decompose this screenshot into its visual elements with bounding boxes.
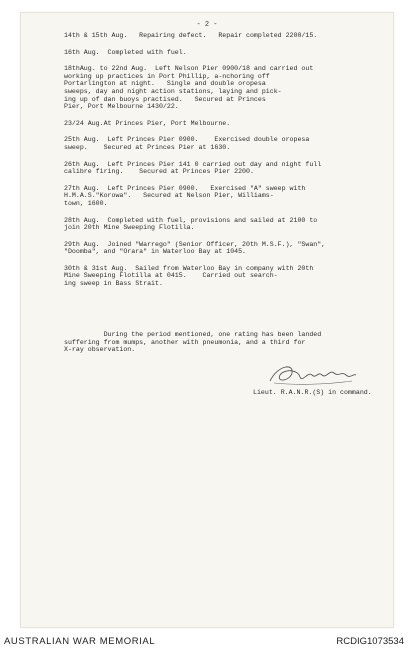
log-entry-line: sweep. Secured at Princes Pier at 1630. [64, 143, 231, 151]
log-entry-line: 27th Aug. Left Princes Pier 0900. Exercised "A" sweep with [64, 184, 306, 192]
log-entry [64, 185, 394, 208]
log-entry-line: "Doomba", and "Orara" in Waterloo Bay at 1045. [64, 248, 247, 256]
footer-institution: AUSTRALIAN WAR MEMORIAL [4, 636, 156, 647]
log-entry-line: 26th Aug. Left Princes Pier 141 0 carried out day and night full [64, 160, 322, 168]
log-entry-line: 28th Aug. Completed with fuel, provisions and sailed at 2100 to [64, 216, 318, 224]
log-entry-line: 14th & 15th Aug. Repairing defect. Repair completed 2200/15. [64, 32, 318, 39]
log-entry-line: 25th Aug. Left Princes Pier 0900. Exercised double oropesa [64, 136, 310, 144]
log-entry [64, 120, 394, 128]
log-entry [64, 265, 394, 288]
signature-caption: Lieut. R.A.N.R.(S) in command. [253, 389, 372, 396]
log-entry-line: 18thAug. to 22nd Aug. Left Nelson Pier 0900/18 and carried out [64, 65, 314, 73]
log-entry-line: 16th Aug. Completed with fuel. [64, 48, 187, 56]
log-entry-line: 23/24 Aug.At Princes Pier, Port Melbourne. [64, 119, 231, 127]
document-page [20, 12, 394, 628]
closing-line: During the period mentioned, one rating has been landed [64, 331, 322, 338]
log-entry-line: H.M.A.S."Korowa". Secured at Nelson Pier, Williams- [64, 192, 274, 200]
log-entry-line: calibre firing. Secured at Princes Pier 2200. [64, 168, 254, 176]
log-entry [64, 49, 394, 57]
log-entry-line: working up practices in Port Phillip, a-nchoring off [64, 72, 270, 80]
log-entry [64, 136, 394, 151]
log-entry [64, 241, 394, 256]
handwritten-signature [264, 361, 360, 389]
log-entries [64, 32, 394, 297]
page-number: - 2 - [196, 21, 218, 29]
closing-line: X-ray observation. [64, 346, 136, 354]
log-entry-line: Mine Sweeping Flotilla at 0415. Carried out search- [64, 272, 278, 280]
closing-line: suffering from mumps, another with pneumonia, and a third for [64, 338, 306, 346]
log-entry-line: 29th Aug. Joined "Warrego" (Senior Officer, 20th M.S.F.), "Swan", [64, 240, 326, 248]
log-entry-line: ing up of dan buoys practised. Secured at Princes [64, 95, 266, 103]
log-entry-line: 30th & 31st Aug. Sailed from Waterloo Bay in company with 20th [64, 264, 314, 272]
log-entry-line: Pier, Port Melbourne 1430/22. [64, 103, 179, 111]
log-entry [64, 217, 394, 232]
log-entry-line: join 20th Mine Sweeping Flotilla. [64, 224, 195, 232]
log-entry-line: town, 1600. [64, 199, 108, 207]
log-entry-line: Portarlington at night. Single and double oropesa [64, 80, 266, 88]
log-entry [64, 161, 394, 176]
log-entry-line: sweeps, day and night action stations, laying and pick- [64, 87, 282, 95]
footer-record-id: RCDIG1073534 [336, 636, 404, 647]
footer-bar [0, 629, 408, 653]
log-entry [64, 65, 394, 111]
log-entry-line: ing sweep in Bass Strait. [64, 280, 163, 288]
log-entry [64, 32, 394, 40]
closing-paragraph [64, 331, 394, 354]
